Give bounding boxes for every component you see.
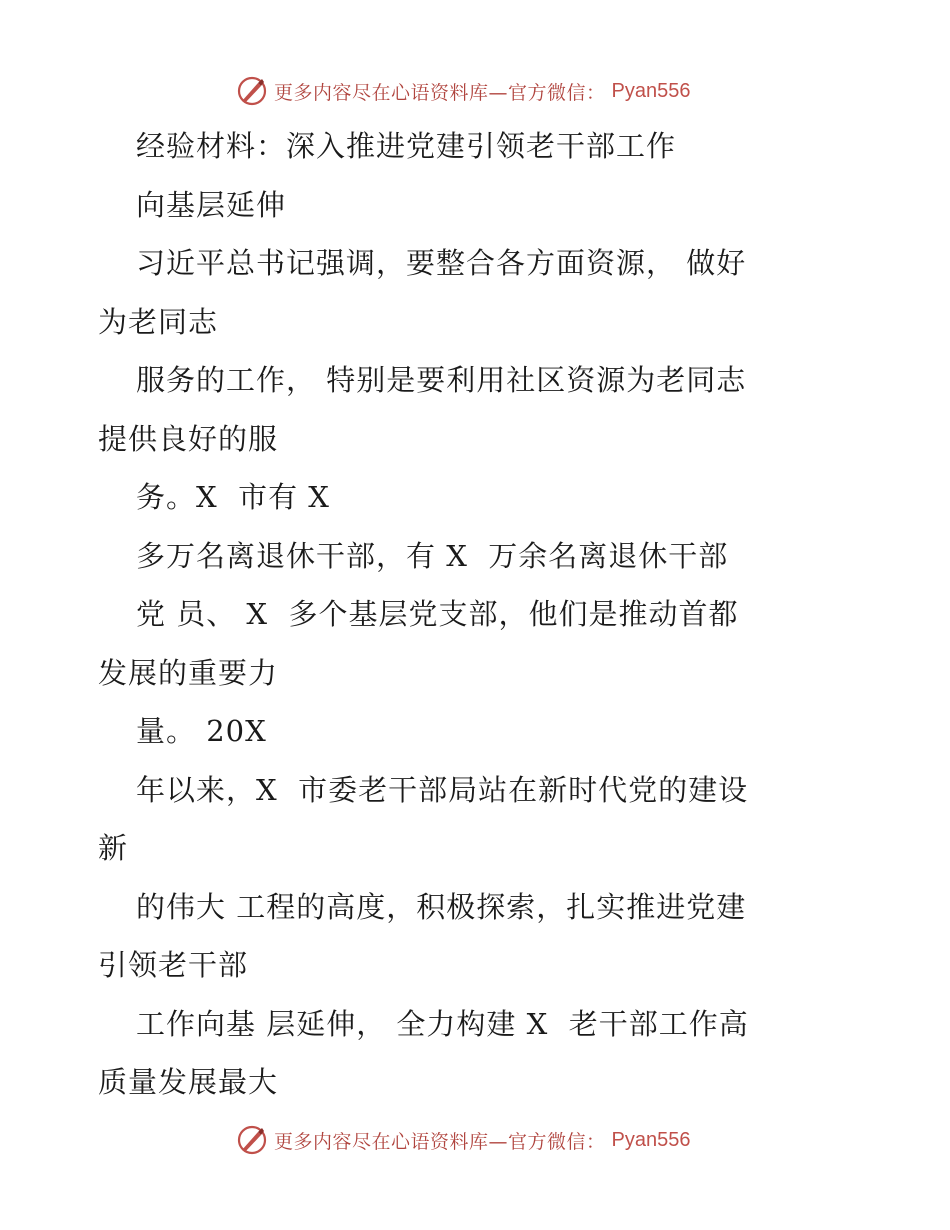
text-line: 务。X 市有 X xyxy=(136,480,330,514)
text-line: 量。 20X xyxy=(136,714,267,748)
text-line: 习近平总书记强调，要整合各方面资源， 做好 xyxy=(136,246,747,280)
text-line: 向基层延伸 xyxy=(136,187,287,222)
watermark-wechat-id: Pyan556 xyxy=(611,79,691,102)
pen-logo-icon xyxy=(236,1124,268,1156)
text-line: 新 xyxy=(98,831,129,865)
watermark-text: 更多内容尽在心语资料库—官方微信： xyxy=(274,1130,606,1153)
pen-logo-icon xyxy=(236,75,268,107)
text-line: 工作向基 层延伸， 全力构建 X 老干部工作高 xyxy=(136,1006,749,1041)
header-watermark xyxy=(236,74,690,108)
text-line: 引领老干部 xyxy=(98,948,249,982)
text-line: 年以来，X 市委老干部局站在新时代党的建设 xyxy=(136,772,749,807)
text-line: 质量发展最大 xyxy=(98,1065,279,1099)
text-line: 服务的工作， 特别是要利用社区资源为老同志 xyxy=(136,363,747,397)
text-line: 经验材料：深入推进党建引领老干部工作 xyxy=(136,129,677,163)
text-line: 多万名离退休干部，有 X 万余名离退休干部 xyxy=(136,538,729,573)
text-line: 的伟大 工程的高度，积极探索，扎实推进党建 xyxy=(136,889,747,924)
text-line: 为老同志 xyxy=(98,304,219,339)
footer-watermark xyxy=(236,1123,690,1157)
text-line: 发展的重要力 xyxy=(98,655,279,690)
document-body xyxy=(98,117,878,1112)
text-line: 提供良好的服 xyxy=(98,421,279,456)
text-line: 党 员、 X 多个基层党支部，他们是推动首都 xyxy=(136,597,739,631)
watermark-text: 更多内容尽在心语资料库—官方微信： xyxy=(274,81,606,104)
watermark-wechat-id: Pyan556 xyxy=(611,1128,691,1151)
